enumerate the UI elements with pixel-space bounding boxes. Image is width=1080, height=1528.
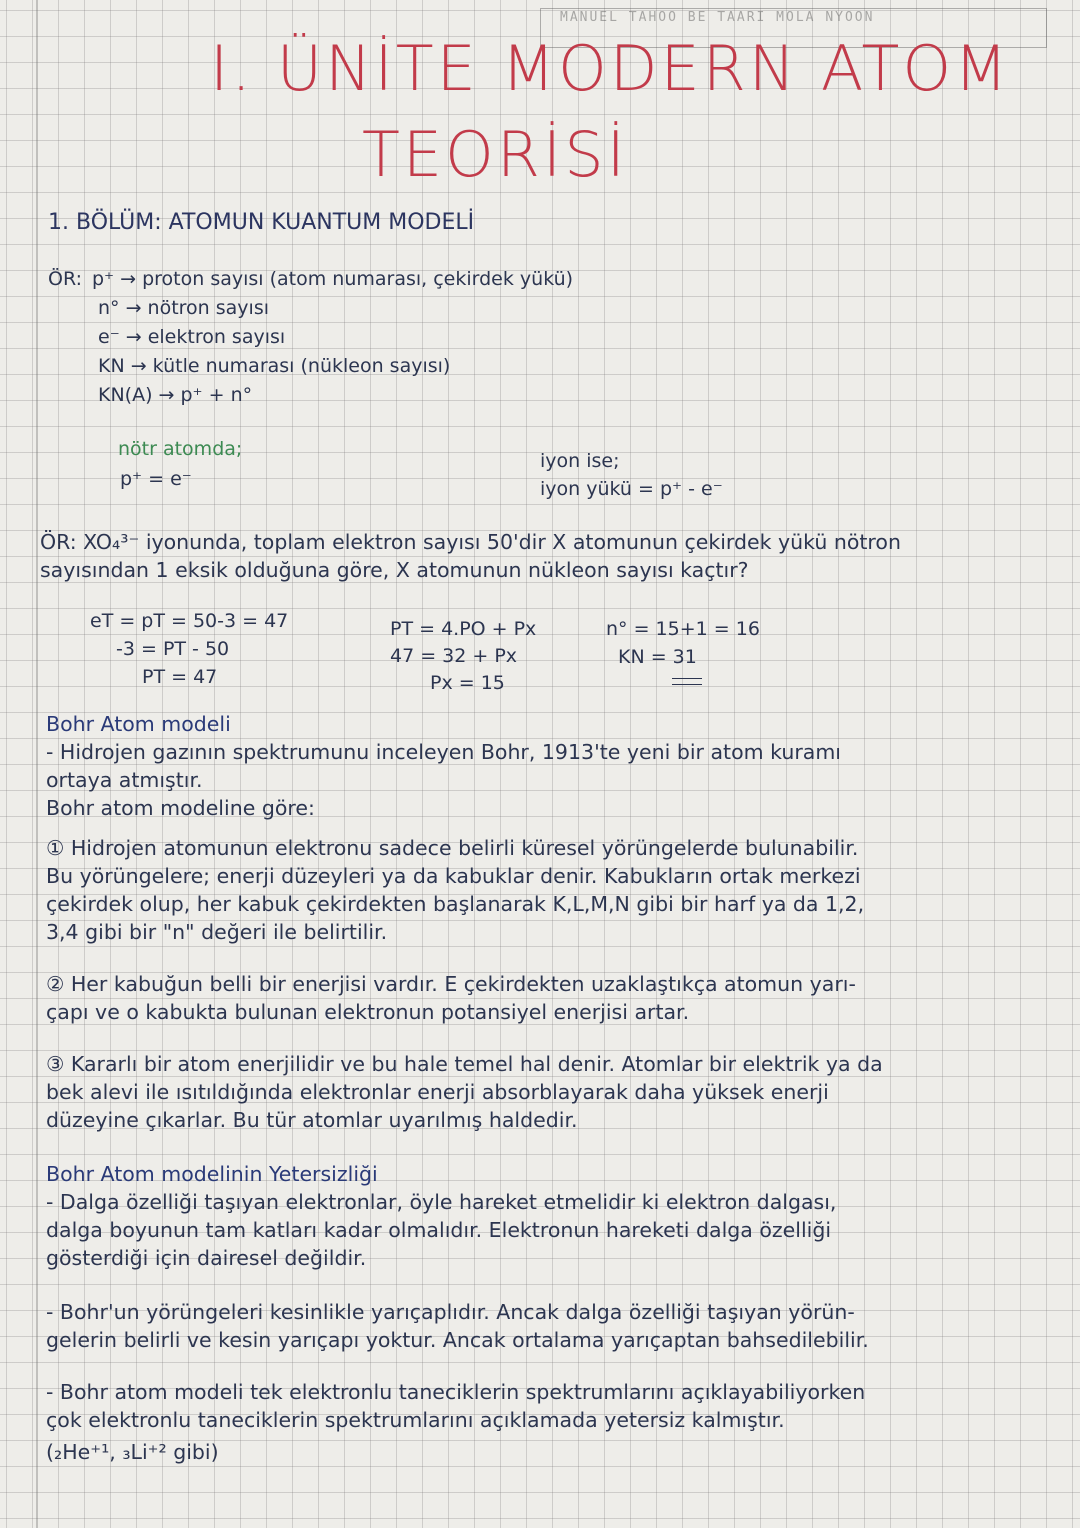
bohr-heading: Bohr Atom modeli xyxy=(46,712,231,736)
def-electron: e⁻ → elektron sayısı xyxy=(98,326,286,348)
neutral-atom-heading: nötr atomda; xyxy=(118,438,243,460)
solution-col2-line3: Px = 15 xyxy=(430,672,505,694)
solution-col2-line1: PT = 4.PO + Px xyxy=(390,618,537,640)
margin-line xyxy=(36,0,38,1528)
example-question-line1: ÖR: XO₄³⁻ iyonunda, toplam elektron sayısı 50'dir X atomunun çekirdek yükü nötron xyxy=(40,530,901,554)
bohr-line: ② Her kabuğun belli bir enerjisi vardır. E çekirdekten uzaklaştıkça atomun yarı- xyxy=(46,972,856,996)
limitation-line: (₂He⁺¹, ₃Li⁺² gibi) xyxy=(46,1440,219,1464)
header-stamp: MANUEL TAHOO BE TAARI MOLA NYOON xyxy=(560,10,875,25)
limitation-line: - Bohr'un yörüngeleri kesinlikle yarıçaplıdır. Ancak dalga özelliği taşıyan yörün- xyxy=(46,1300,855,1324)
ion-equation: iyon yükü = p⁺ - e⁻ xyxy=(540,478,723,500)
limitation-line: - Dalga özelliği taşıyan elektronlar, öyle hareket etmelidir ki elektron dalgası, xyxy=(46,1190,837,1214)
solution-col3-line1: n° = 15+1 = 16 xyxy=(606,618,760,640)
def-neutron: n° → nötron sayısı xyxy=(98,297,269,319)
limitation-line: çok elektronlu taneciklerin spektrumlarını açıklamada yetersiz kalmıştır. xyxy=(46,1408,785,1432)
limitation-line: gösterdiği için dairesel değildir. xyxy=(46,1246,367,1270)
answer-underline xyxy=(672,678,702,685)
bohr-line: çapı ve o kabukta bulunan elektronun potansiyel enerjisi artar. xyxy=(46,1000,690,1024)
def-proton: p⁺ → proton sayısı (atom numarası, çekirdek yükü) xyxy=(92,268,574,290)
solution-col2-line2: 47 = 32 + Px xyxy=(390,645,518,667)
bohr-line: ortaya atmıştır. xyxy=(46,768,203,792)
section-heading: 1. BÖLÜM: ATOMUN KUANTUM MODELİ xyxy=(48,210,475,235)
limitation-line: dalga boyunun tam katları kadar olmalıdır. Elektronun hareketi dalga özelliği xyxy=(46,1218,832,1242)
bohr-line: ① Hidrojen atomunun elektronu sadece belirli küresel yörüngelerde bulunabilir. xyxy=(46,836,859,860)
bohr-line: 3,4 gibi bir "n" değeri ile belirtilir. xyxy=(46,920,388,944)
ion-heading: iyon ise; xyxy=(540,450,620,472)
def-mass-formula: KN(A) → p⁺ + n° xyxy=(98,384,253,406)
bohr-line: bek alevi ile ısıtıldığında elektronlar enerji absorblayarak daha yüksek enerji xyxy=(46,1080,829,1104)
unit-title: I. ÜNİTE MODERN ATOM xyxy=(210,32,1011,105)
unit-subtitle: TEORİSİ xyxy=(362,118,628,191)
bohr-line: - Hidrojen gazının spektrumunu inceleyen Bohr, 1913'te yeni bir atom kuramı xyxy=(46,740,841,764)
bohr-limitations-heading: Bohr Atom modelinin Yetersizliği xyxy=(46,1162,378,1186)
solution-col1-line2: -3 = PT - 50 xyxy=(116,638,230,660)
bohr-line: çekirdek olup, her kabuk çekirdekten başlanarak K,L,M,N gibi bir harf ya da 1,2, xyxy=(46,892,865,916)
solution-col3-line2: KN = 31 xyxy=(618,646,697,668)
bohr-line: Bohr atom modeline göre: xyxy=(46,796,315,820)
solution-col1-line1: eT = pT = 50-3 = 47 xyxy=(90,610,289,632)
bohr-line: Bu yörüngelere; enerji düzeyleri ya da kabuklar denir. Kabukların ortak merkezi xyxy=(46,864,861,888)
neutral-atom-equation: p⁺ = e⁻ xyxy=(120,468,192,490)
limitation-line: - Bohr atom modeli tek elektronlu taneciklerin spektrumlarını açıklayabiliyorken xyxy=(46,1380,866,1404)
def-mass-number: KN → kütle numarası (nükleon sayısı) xyxy=(98,355,451,377)
bohr-line: ③ Kararlı bir atom enerjilidir ve bu hale temel hal denir. Atomlar bir elektrik ya da xyxy=(46,1052,883,1076)
example-question-line2: sayısından 1 eksik olduğuna göre, X atomunun nükleon sayısı kaçtır? xyxy=(40,558,749,582)
bohr-line: düzeyine çıkarlar. Bu tür atomlar uyarılmış haldedir. xyxy=(46,1108,578,1132)
solution-col1-line3: PT = 47 xyxy=(142,666,218,688)
limitation-line: gelerin belirli ve kesin yarıçapı yoktur. Ancak ortalama yarıçaptan bahsedilebilir. xyxy=(46,1328,869,1352)
defs-label: ÖR: xyxy=(48,268,82,290)
